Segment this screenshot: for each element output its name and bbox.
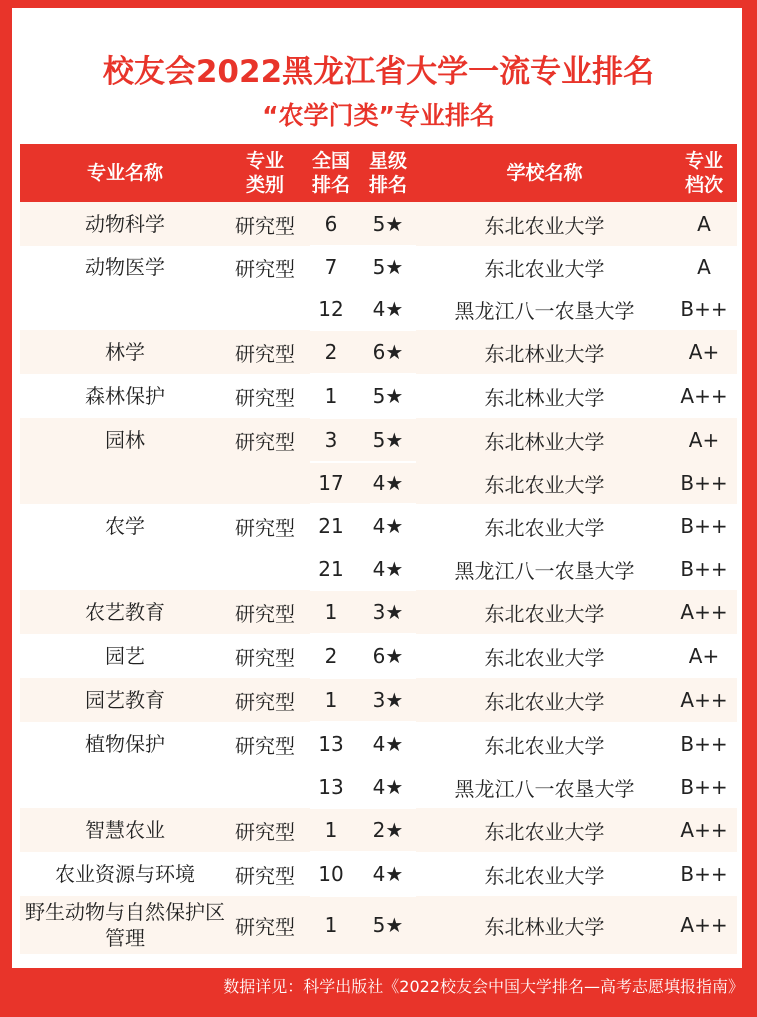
cell-type-text: 研究型 (235, 256, 295, 281)
cell-name-text: 农学 (105, 514, 145, 538)
cell-level (671, 374, 737, 418)
cell-rank (310, 896, 352, 954)
cell-rank (310, 678, 352, 722)
cell-level-text: A++ (680, 913, 728, 937)
cell-rank (310, 852, 352, 896)
cell-school-text: 东北农业大学 (484, 213, 605, 238)
cell-school-text: 东北农业大学 (484, 472, 605, 497)
cell-star-text: 5★ (372, 428, 404, 452)
cell-level-text: A+ (688, 644, 720, 668)
cell-star-text: 4★ (372, 862, 404, 886)
cell-level (671, 548, 737, 590)
cell-star-text: 2★ (372, 818, 404, 842)
cell-school-text: 黑龙江八一农垦大学 (454, 298, 635, 323)
table-row (20, 808, 737, 852)
cell-rank-text: 10 (318, 862, 344, 886)
table-row (20, 246, 737, 288)
cell-type-text: 研究型 (235, 914, 295, 939)
cell-level (671, 896, 737, 954)
cell-level (671, 462, 737, 504)
cell-rank-text: 13 (318, 732, 344, 756)
cell-rank (310, 418, 352, 462)
cell-name (20, 548, 230, 590)
cell-school (418, 590, 671, 634)
cell-rank (310, 548, 352, 590)
cell-school-text: 东北农业大学 (484, 645, 605, 670)
cell-school-text: 东北农业大学 (484, 819, 605, 844)
cell-school-text: 东北农业大学 (484, 733, 605, 758)
cell-school (418, 374, 671, 418)
cell-type-text: 研究型 (235, 515, 295, 540)
cell-type-text: 研究型 (235, 341, 295, 366)
cell-star (358, 766, 418, 808)
row-separator (310, 807, 416, 809)
table-row (20, 634, 737, 678)
cell-level-text: B++ (680, 514, 728, 538)
cell-rank-text: 6 (324, 212, 338, 236)
row-separator (310, 589, 416, 591)
cell-star-text: 5★ (372, 913, 404, 937)
row-separator (310, 417, 416, 419)
cell-name-text: 植物保护 (85, 732, 165, 756)
cell-rank-text: 13 (318, 775, 344, 799)
cell-school (418, 504, 671, 548)
cell-type (230, 766, 300, 808)
cell-type (230, 548, 300, 590)
cell-school (418, 202, 671, 246)
cell-name (20, 374, 230, 418)
cell-name-text: 动物医学 (85, 255, 165, 279)
cell-level-text: B++ (680, 775, 728, 799)
cell-school-text: 黑龙江八一农垦大学 (454, 558, 635, 583)
cell-name (20, 288, 230, 330)
row-separator (310, 633, 416, 635)
cell-level (671, 852, 737, 896)
cell-type-text: 研究型 (235, 385, 295, 410)
cell-type-text: 研究型 (235, 819, 295, 844)
cell-name-text: 动物科学 (85, 212, 165, 236)
cell-type-text: 研究型 (235, 689, 295, 714)
cell-school (418, 808, 671, 852)
page-title: 校友会2022黑龙江省大学一流专业排名 (102, 54, 655, 90)
cell-type (230, 896, 300, 954)
cell-name (20, 896, 230, 954)
row-separator (310, 245, 416, 247)
cell-name (20, 852, 230, 896)
cell-rank (310, 808, 352, 852)
cell-rank-text: 1 (324, 913, 338, 937)
cell-school-text: 东北农业大学 (484, 689, 605, 714)
cell-school (418, 246, 671, 288)
cell-name-text: 园林 (105, 428, 145, 452)
cell-school-text: 东北林业大学 (484, 341, 605, 366)
header-rank: 全国 排名 (311, 150, 350, 196)
cell-rank (310, 462, 352, 504)
cell-rank-text: 7 (324, 255, 338, 279)
cell-star (358, 634, 418, 678)
cell-level (671, 202, 737, 246)
cell-star-text: 5★ (372, 212, 404, 236)
table-row (20, 374, 737, 418)
cell-name (20, 634, 230, 678)
cell-name (20, 678, 230, 722)
cell-type (230, 418, 300, 462)
cell-school (418, 678, 671, 722)
cell-star-text: 4★ (372, 775, 404, 799)
header-school: 学校名称 (506, 162, 583, 184)
header-name: 专业名称 (86, 162, 163, 184)
cell-name (20, 246, 230, 288)
cell-type (230, 722, 300, 766)
cell-star-text: 6★ (372, 644, 404, 668)
cell-name (20, 722, 230, 766)
row-separator (310, 895, 416, 897)
cell-rank (310, 374, 352, 418)
cell-school (418, 418, 671, 462)
cell-name-text: 野生动物与自然保护区管理 (25, 900, 225, 950)
cell-level-text: A++ (680, 818, 728, 842)
cell-name (20, 418, 230, 462)
cell-type (230, 808, 300, 852)
table-row (20, 590, 737, 634)
cell-school (418, 896, 671, 954)
cell-star (358, 288, 418, 330)
row-separator (310, 677, 416, 679)
cell-name (20, 808, 230, 852)
cell-name (20, 590, 230, 634)
cell-level-text: B++ (680, 471, 728, 495)
cell-school (418, 852, 671, 896)
row-separator (310, 373, 416, 375)
cell-level-text: A+ (688, 340, 720, 364)
cell-level-text: B++ (680, 297, 728, 321)
table-row (20, 722, 737, 766)
cell-level-text: A++ (680, 384, 728, 408)
cell-type (230, 678, 300, 722)
cell-rank (310, 288, 352, 330)
page-subtitle: “农学门类”专业排名 (262, 101, 495, 130)
cell-rank-text: 1 (324, 600, 338, 624)
cell-level (671, 246, 737, 288)
cell-level-text: A (697, 212, 711, 236)
cell-school-text: 东北林业大学 (484, 385, 605, 410)
header-star: 星级 排名 (368, 150, 407, 196)
cell-name-text: 农艺教育 (85, 600, 165, 624)
header-level: 专业 档次 (684, 150, 723, 196)
cell-level (671, 634, 737, 678)
cell-school (418, 722, 671, 766)
cell-star-text: 5★ (372, 384, 404, 408)
table-row (20, 548, 737, 590)
cell-rank (310, 766, 352, 808)
cell-name (20, 330, 230, 374)
cell-star-text: 4★ (372, 471, 404, 495)
cell-level (671, 418, 737, 462)
cell-school-text: 东北农业大学 (484, 256, 605, 281)
cell-level-text: B++ (680, 862, 728, 886)
header-type: 专业 类别 (245, 150, 284, 196)
cell-school (418, 548, 671, 590)
cell-type (230, 202, 300, 246)
cell-rank-text: 21 (318, 514, 344, 538)
table-row (20, 418, 737, 462)
cell-school-text: 东北林业大学 (484, 429, 605, 454)
row-separator (310, 287, 416, 289)
cell-level (671, 330, 737, 374)
cell-type (230, 852, 300, 896)
cell-type (230, 246, 300, 288)
cell-type (230, 374, 300, 418)
cell-school-text: 东北农业大学 (484, 515, 605, 540)
cell-name (20, 462, 230, 504)
cell-rank (310, 246, 352, 288)
table-body (20, 202, 737, 954)
table-row (20, 202, 737, 246)
cell-rank-text: 12 (318, 297, 344, 321)
cell-school-text: 东北农业大学 (484, 601, 605, 626)
cell-type-text: 研究型 (235, 733, 295, 758)
cell-level (671, 504, 737, 548)
cell-school (418, 462, 671, 504)
cell-type (230, 590, 300, 634)
cell-star-text: 5★ (372, 255, 404, 279)
cell-name-text: 园艺 (105, 644, 145, 668)
cell-star (358, 418, 418, 462)
cell-star (358, 896, 418, 954)
table-row (20, 896, 737, 954)
cell-school-text: 东北农业大学 (484, 863, 605, 888)
cell-name (20, 766, 230, 808)
cell-star-text: 4★ (372, 514, 404, 538)
cell-rank-text: 1 (324, 818, 338, 842)
cell-type (230, 288, 300, 330)
cell-school (418, 330, 671, 374)
cell-type (230, 330, 300, 374)
cell-name-text: 森林保护 (85, 384, 165, 408)
cell-type-text: 研究型 (235, 213, 295, 238)
cell-rank-text: 2 (324, 340, 338, 364)
cell-school (418, 766, 671, 808)
source-note: 数据详见：科学出版社《2022校友会中国大学排名—高考志愿填报指南》 (223, 977, 744, 996)
row-separator (310, 765, 416, 767)
table-row (20, 462, 737, 504)
cell-school-text: 东北林业大学 (484, 914, 605, 939)
table-row (20, 288, 737, 330)
cell-rank (310, 590, 352, 634)
cell-rank-text: 21 (318, 557, 344, 581)
cell-rank (310, 202, 352, 246)
cell-name-text: 智慧农业 (85, 818, 165, 842)
cell-rank (310, 330, 352, 374)
cell-star (358, 852, 418, 896)
cell-school-text: 黑龙江八一农垦大学 (454, 776, 635, 801)
cell-level (671, 766, 737, 808)
cell-level (671, 722, 737, 766)
cell-level (671, 808, 737, 852)
cell-rank (310, 634, 352, 678)
cell-rank-text: 1 (324, 384, 338, 408)
cell-star (358, 374, 418, 418)
row-separator (310, 721, 416, 723)
row-separator (310, 461, 416, 463)
row-separator (310, 547, 416, 549)
row-separator (310, 329, 416, 331)
cell-type-text: 研究型 (235, 601, 295, 626)
cell-school (418, 634, 671, 678)
cell-star-text: 4★ (372, 557, 404, 581)
cell-rank-text: 2 (324, 644, 338, 668)
cell-level (671, 590, 737, 634)
cell-level (671, 678, 737, 722)
cell-star (358, 246, 418, 288)
table-row (20, 852, 737, 896)
cell-star (358, 722, 418, 766)
cell-rank-text: 17 (318, 471, 344, 495)
cell-star (358, 330, 418, 374)
cell-name-text: 园艺教育 (85, 688, 165, 712)
cell-type-text: 研究型 (235, 645, 295, 670)
table-header (20, 144, 737, 202)
cell-type (230, 504, 300, 548)
cell-level-text: B++ (680, 557, 728, 581)
cell-star-text: 4★ (372, 297, 404, 321)
table-row (20, 766, 737, 808)
row-separator (310, 851, 416, 853)
ranking-table (20, 144, 737, 954)
cell-level-text: A++ (680, 600, 728, 624)
table-row (20, 504, 737, 548)
cell-level-text: A++ (680, 688, 728, 712)
table-row (20, 330, 737, 374)
cell-rank-text: 1 (324, 688, 338, 712)
cell-level-text: A (697, 255, 711, 279)
cell-level-text: A+ (688, 428, 720, 452)
cell-star (358, 504, 418, 548)
cell-star (358, 462, 418, 504)
cell-name-text: 林学 (105, 340, 145, 364)
cell-star (358, 808, 418, 852)
cell-type (230, 634, 300, 678)
cell-level-text: B++ (680, 732, 728, 756)
cell-star-text: 3★ (372, 600, 404, 624)
cell-star (358, 202, 418, 246)
cell-level (671, 288, 737, 330)
cell-star (358, 548, 418, 590)
cell-rank-text: 3 (324, 428, 338, 452)
cell-name-text: 农业资源与环境 (55, 862, 195, 886)
cell-star-text: 3★ (372, 688, 404, 712)
row-separator (310, 503, 416, 505)
cell-name (20, 202, 230, 246)
cell-star-text: 6★ (372, 340, 404, 364)
cell-star (358, 590, 418, 634)
cell-star (358, 678, 418, 722)
cell-star-text: 4★ (372, 732, 404, 756)
table-row (20, 678, 737, 722)
cell-type-text: 研究型 (235, 429, 295, 454)
cell-rank (310, 722, 352, 766)
cell-name (20, 504, 230, 548)
cell-type (230, 462, 300, 504)
cell-school (418, 288, 671, 330)
cell-type-text: 研究型 (235, 863, 295, 888)
cell-rank (310, 504, 352, 548)
